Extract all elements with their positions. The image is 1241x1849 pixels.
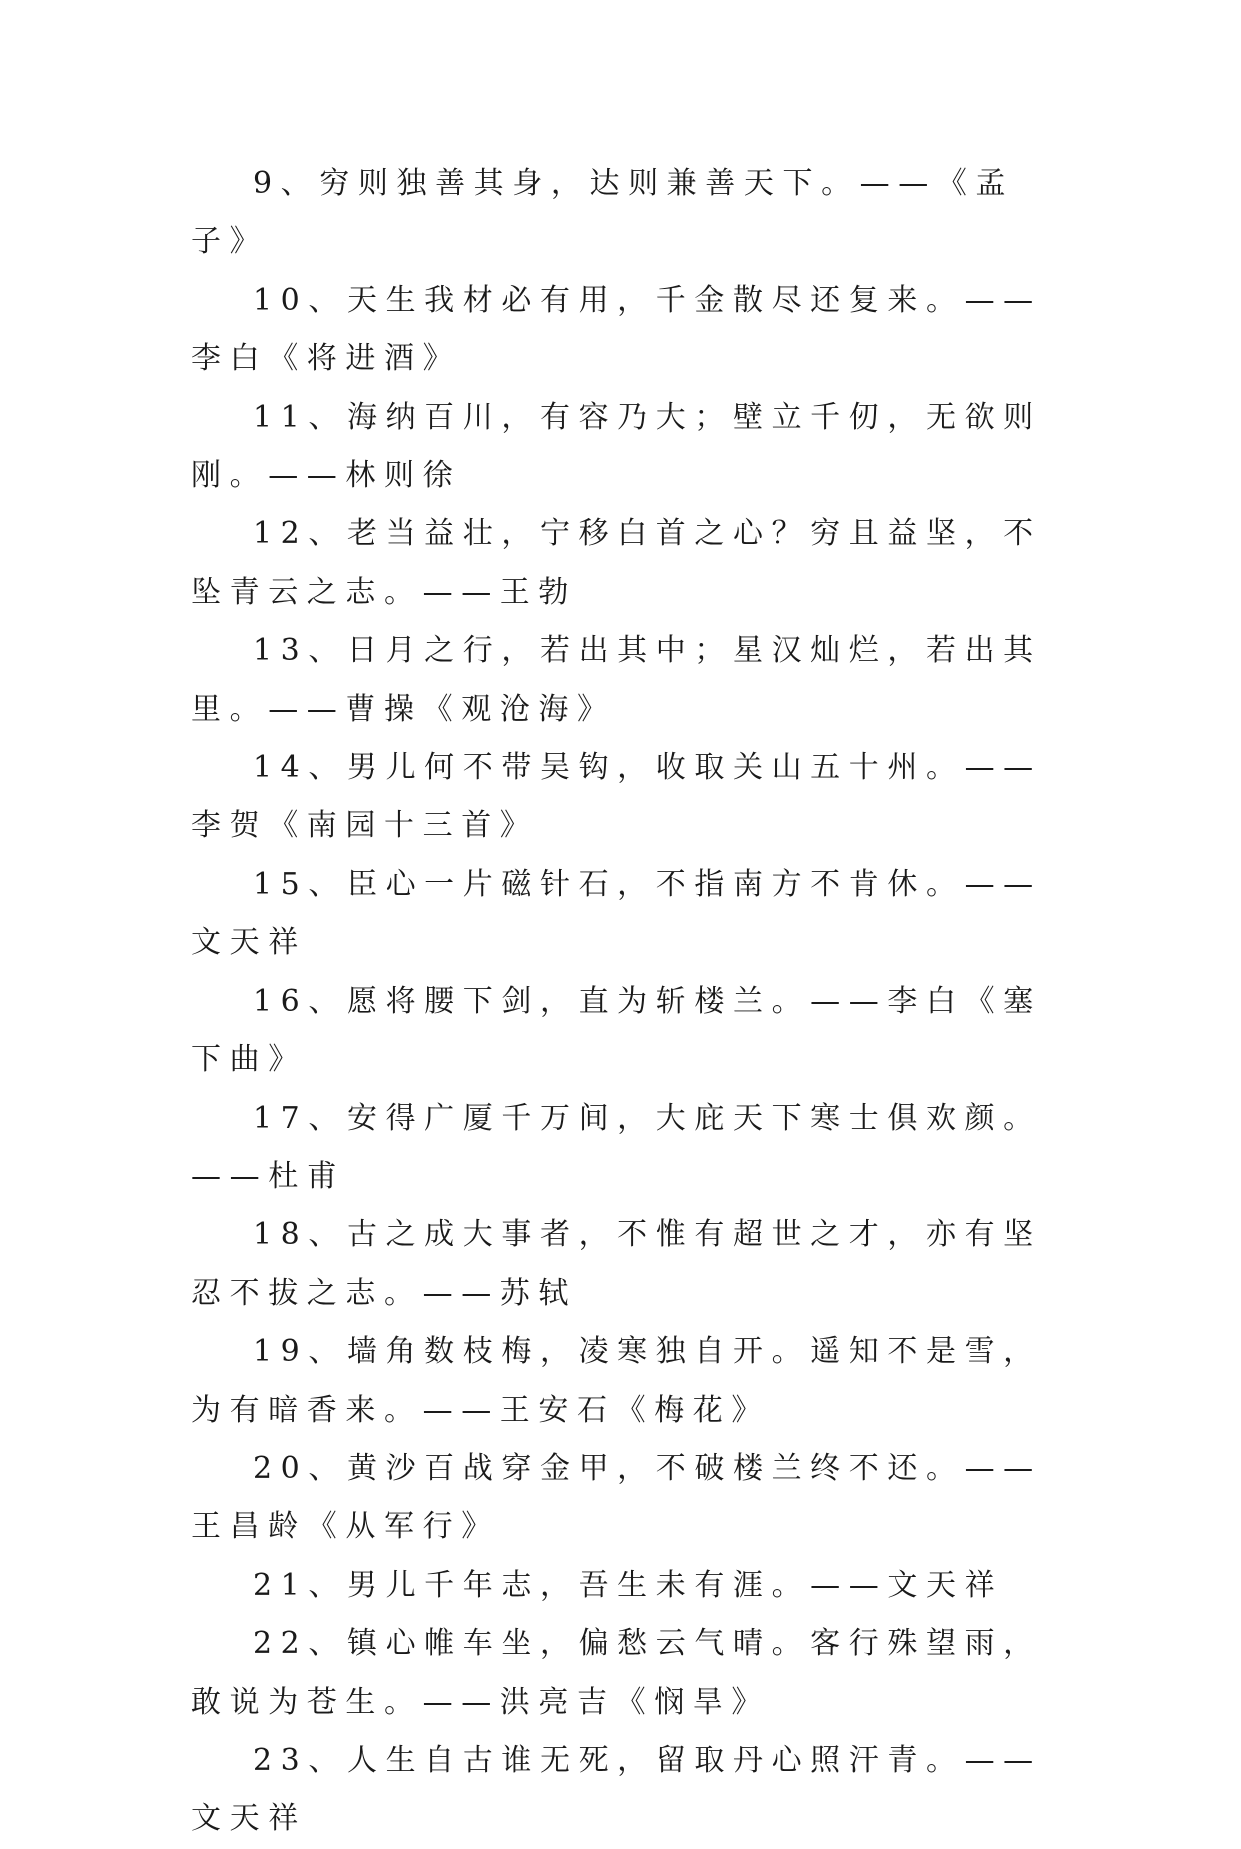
quote-entry-22: 22、镇心帷车坐，偏愁云气晴。客行殊望雨，敢说为苍生。——洪亮吉《悯旱》 bbox=[191, 1626, 1042, 1720]
quote-entry-23: 23、人生自古谁无死，留取丹心照汗青。——文天祥 bbox=[191, 1742, 1042, 1837]
quote-entry-10: 10、天生我材必有用，千金散尽还复来。——李白《将进酒》 bbox=[191, 282, 1042, 377]
quote-entry-18: 18、古之成大事者，不惟有超世之才，亦有坚忍不拔之志。——苏轼 bbox=[191, 1217, 1042, 1311]
quote-list bbox=[191, 155, 1051, 1849]
quote-entry-12: 12、老当益壮，宁移白首之心？穷且益坚，不坠青云之志。——王勃 bbox=[191, 516, 1042, 610]
quote-entry-20: 20、黄沙百战穿金甲，不破楼兰终不还。——王昌龄《从军行》 bbox=[191, 1450, 1042, 1545]
quote-entry-17: 17、安得广厦千万间，大庇天下寒士俱欢颜。——杜甫 bbox=[191, 1100, 1042, 1194]
quote-entry-11: 11、海纳百川，有容乃大；壁立千仞，无欲则刚。——林则徐 bbox=[191, 399, 1042, 494]
quote-entry-19: 19、墙角数枝梅，凌寒独自开。遥知不是雪，为有暗香来。——王安石《梅花》 bbox=[191, 1334, 1042, 1428]
quote-entry-21: 21、男儿千年志，吾生未有涯。——文天祥 bbox=[253, 1567, 1004, 1603]
quote-entry-15: 15、臣心一片磁针石，不指南方不肯休。——文天祥 bbox=[191, 866, 1042, 961]
quote-entry-9: 9、穷则独善其身，达则兼善天下。——《孟子》 bbox=[191, 166, 1015, 260]
quote-entry-14: 14、男儿何不带吴钩，收取关山五十州。——李贺《南园十三首》 bbox=[191, 750, 1042, 844]
quote-entry-13: 13、日月之行，若出其中；星汉灿烂，若出其里。——曹操《观沧海》 bbox=[191, 633, 1042, 727]
quote-entry-16: 16、愿将腰下剑，直为斩楼兰。——李白《塞下曲》 bbox=[191, 983, 1042, 1078]
